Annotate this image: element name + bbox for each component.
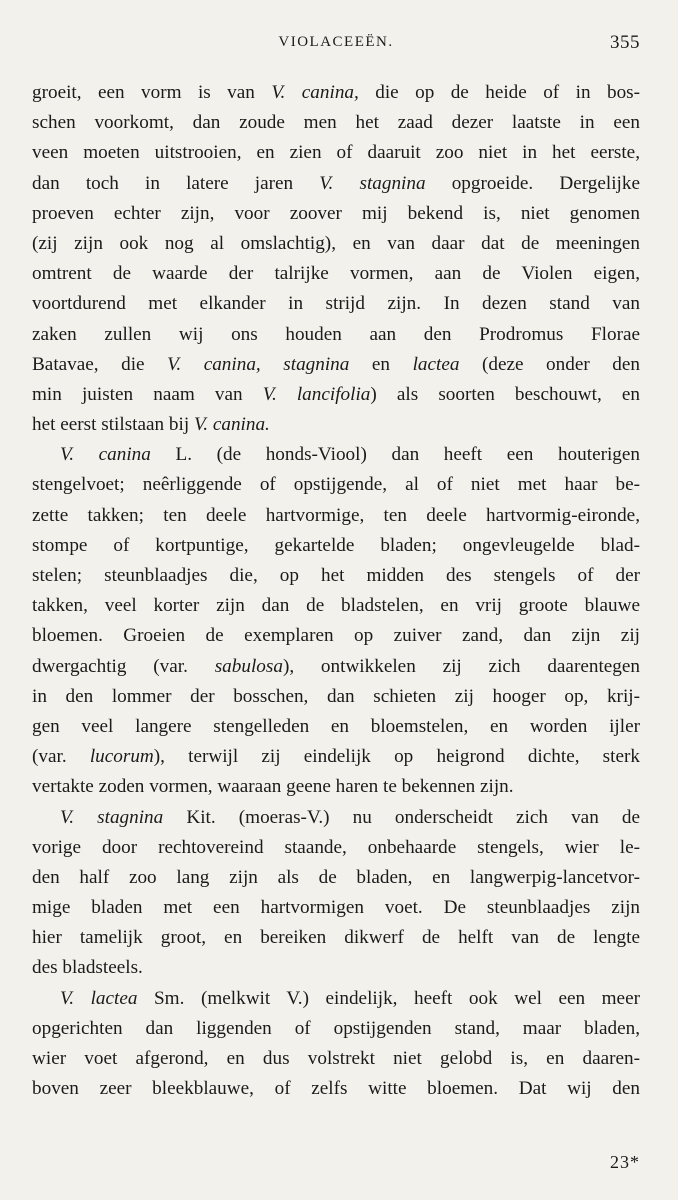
running-header (32, 34, 640, 58)
text-line: voortdurend met elkander in strijd zijn. In dezen stand van (32, 293, 640, 315)
text-line: het eerst stilstaan bij V. canina. (32, 414, 270, 436)
text-line: groeit, een vorm is van V. canina, die op de heide of in bos- (32, 82, 641, 103)
text-line: vorige door rechtovereind staande, onbehaarde stengels, wier le- (32, 836, 640, 858)
text-line: V. stagnina Kit. (moeras-V.) nu onderscheidt zich van de (60, 806, 640, 828)
text-line: opgerichten dan liggenden of opstijgenden stand, maar bladen, (32, 1017, 640, 1039)
text-line: dan toch in latere jaren V. stagnina opgroeide. Dergelijke (32, 172, 640, 194)
text-line: dwergachtig (var. sabulosa), ontwikkelen zij zich daarentegen (32, 655, 640, 677)
text-line: min juisten naam van V. lancifolia) als soorten beschouwt, en (32, 383, 640, 405)
text-line: omtrent de waarde der talrijke vormen, aan de Violen eigen, (32, 263, 640, 285)
body-text (32, 78, 640, 1104)
text-line: den half zoo lang zijn als de bladen, en langwerpig-lancetvor- (32, 866, 640, 888)
text-line: schen voorkomt, dan zoude men het zaad dezer laatste in een (32, 112, 640, 134)
text-line: wier voet afgerond, en dus volstrekt niet gelobd is, en daaren- (32, 1048, 640, 1069)
text-line: gen veel langere stengelleden en bloemstelen, en worden ijler (32, 715, 640, 737)
text-line: mige bladen met een hartvormigen voet. De steunblaadjes zijn (32, 897, 640, 919)
text-line: stelen; steunblaadjes die, op het midden des stengels of der (32, 565, 640, 586)
text-line: takken, veel korter zijn dan de bladstelen, en vrij groote blauwe (32, 595, 640, 617)
text-line: proeven echter zijn, voor zoover mij bekend is, niet genomen (32, 202, 640, 224)
text-line: stengelvoet; neêrliggende of opstijgende, al of niet met haar be- (32, 474, 640, 496)
text-line: (var. lucorum), terwijl zij eindelijk op heigrond dichte, sterk (32, 746, 640, 768)
text-line: des bladsteels. (32, 957, 143, 979)
text-line: V. lactea Sm. (melkwit V.) eindelijk, heeft ook wel een meer (60, 987, 640, 1009)
running-title: VIOLACEEËN. (278, 34, 394, 50)
text-line: stompe of kortpuntige, gekartelde bladen; ongevleugelde blad- (32, 534, 640, 556)
text-line: boven zeer bleekblauwe, of zelfs witte bloemen. Dat wij den (32, 1078, 640, 1100)
text-line: hier tamelijk groot, en bereiken dikwerf de helft van de lengte (32, 927, 640, 949)
text-line: (zij zijn ook nog al omslachtig), en van daar dat de meeningen (32, 232, 640, 254)
text-line: Batavae, die V. canina, stagnina en lactea (deze onder den (32, 353, 640, 375)
text-line: zaken zullen wij ons houden aan den Prodromus Florae (32, 323, 640, 345)
text-line: zette takken; ten deele hartvormige, ten deele hartvormig-eironde, (32, 504, 640, 526)
signature-mark: 23* (610, 1152, 640, 1172)
text-line: V. canina L. (de honds-Viool) dan heeft een houterigen (60, 444, 641, 466)
page-number: 355 (610, 32, 640, 53)
text-line: veen moeten uitstrooien, en zien of daaruit zoo niet in het eerste, (32, 142, 640, 164)
text-line: in den lommer der bosschen, dan schieten zij hooger op, krij- (32, 685, 640, 707)
text-line: bloemen. Groeien de exemplaren op zuiver zand, dan zijn zij (32, 625, 640, 647)
text-line: vertakte zoden vormen, waaraan geene haren te bekennen zijn. (32, 776, 514, 798)
